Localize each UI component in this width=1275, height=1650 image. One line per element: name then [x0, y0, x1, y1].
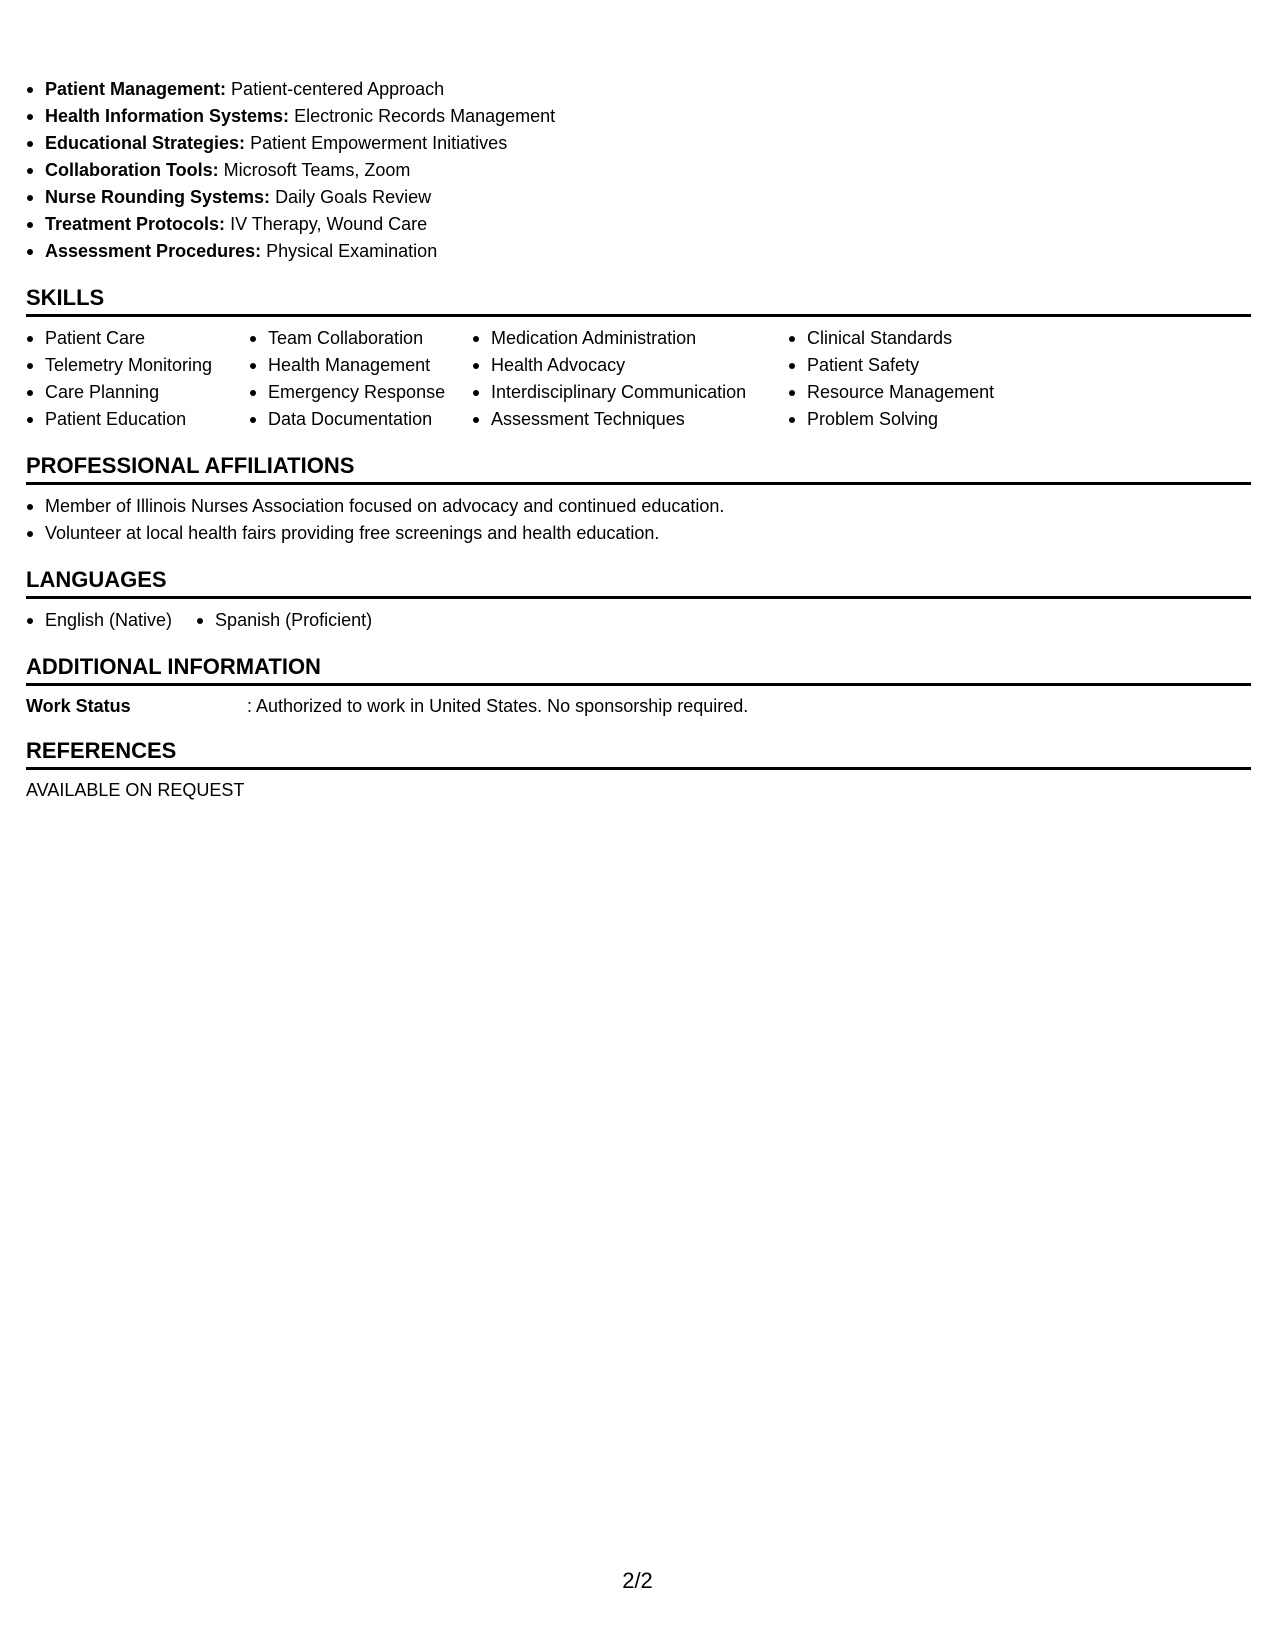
work-status-row: [26, 694, 1251, 718]
languages-heading: LANGUAGES: [26, 567, 1251, 599]
tools-list: [26, 76, 1251, 265]
skill-item: Telemetry Monitoring: [26, 352, 249, 379]
tools-item: [26, 238, 1251, 265]
skills-column: [249, 325, 472, 433]
tools-label: Educational Strategies:: [45, 133, 246, 153]
tools-value: Electronic Records Management: [294, 106, 556, 126]
skill-item: Health Management: [249, 352, 472, 379]
references-text: AVAILABLE ON REQUEST: [26, 780, 245, 800]
language-item: Spanish (Proficient): [196, 607, 372, 634]
tools-label: Collaboration Tools:: [45, 160, 219, 180]
skills-column: [788, 325, 1048, 433]
tools-value: Physical Examination: [266, 241, 438, 261]
skill-item: Medication Administration: [472, 325, 788, 352]
skills-column: [472, 325, 788, 433]
skill-item: Resource Management: [788, 379, 1048, 406]
tools-value: Patient-centered Approach: [231, 79, 445, 99]
skill-item: Interdisciplinary Communication: [472, 379, 788, 406]
tools-item: [26, 103, 1251, 130]
skill-item: Patient Care: [26, 325, 249, 352]
work-status-value: : Authorized to work in United States. No sponsorship required.: [247, 696, 749, 716]
affiliations-list: [26, 493, 1251, 547]
affiliation-item: Volunteer at local health fairs providing free screenings and health education.: [26, 520, 1251, 547]
tools-item: [26, 76, 1251, 103]
tools-item: [26, 211, 1251, 238]
tools-item: [26, 184, 1251, 211]
skill-item: Assessment Techniques: [472, 406, 788, 433]
tools-label: Patient Management:: [45, 79, 227, 99]
tools-label: Treatment Protocols:: [45, 214, 226, 234]
tools-item: [26, 130, 1251, 157]
tools-label: Health Information Systems:: [45, 106, 290, 126]
skill-item: Health Advocacy: [472, 352, 788, 379]
skills-heading: SKILLS: [26, 285, 1251, 317]
skill-item: Emergency Response: [249, 379, 472, 406]
affiliation-item: Member of Illinois Nurses Association focused on advocacy and continued education.: [26, 493, 1251, 520]
resume-page: [26, 76, 1251, 802]
tools-item: [26, 157, 1251, 184]
work-status-label: Work Status: [26, 696, 131, 716]
skills-grid: [26, 325, 1251, 433]
page-number: 2/2: [622, 1568, 653, 1593]
tools-label: Assessment Procedures:: [45, 241, 262, 261]
skill-item: Patient Education: [26, 406, 249, 433]
skill-item: Team Collaboration: [249, 325, 472, 352]
tools-value: Daily Goals Review: [275, 187, 432, 207]
affiliations-heading: PROFESSIONAL AFFILIATIONS: [26, 453, 1251, 485]
skill-item: Care Planning: [26, 379, 249, 406]
skill-item: Clinical Standards: [788, 325, 1048, 352]
languages-list: [26, 607, 1251, 634]
references-heading: REFERENCES: [26, 738, 1251, 770]
tools-value: Patient Empowerment Initiatives: [250, 133, 508, 153]
skill-item: Data Documentation: [249, 406, 472, 433]
skills-column: [26, 325, 249, 433]
tools-value: IV Therapy, Wound Care: [230, 214, 428, 234]
language-item: English (Native): [26, 607, 172, 634]
skill-item: Problem Solving: [788, 406, 1048, 433]
skill-item: Patient Safety: [788, 352, 1048, 379]
additional-info-heading: ADDITIONAL INFORMATION: [26, 654, 1251, 686]
tools-label: Nurse Rounding Systems:: [45, 187, 271, 207]
tools-value: Microsoft Teams, Zoom: [223, 160, 411, 180]
